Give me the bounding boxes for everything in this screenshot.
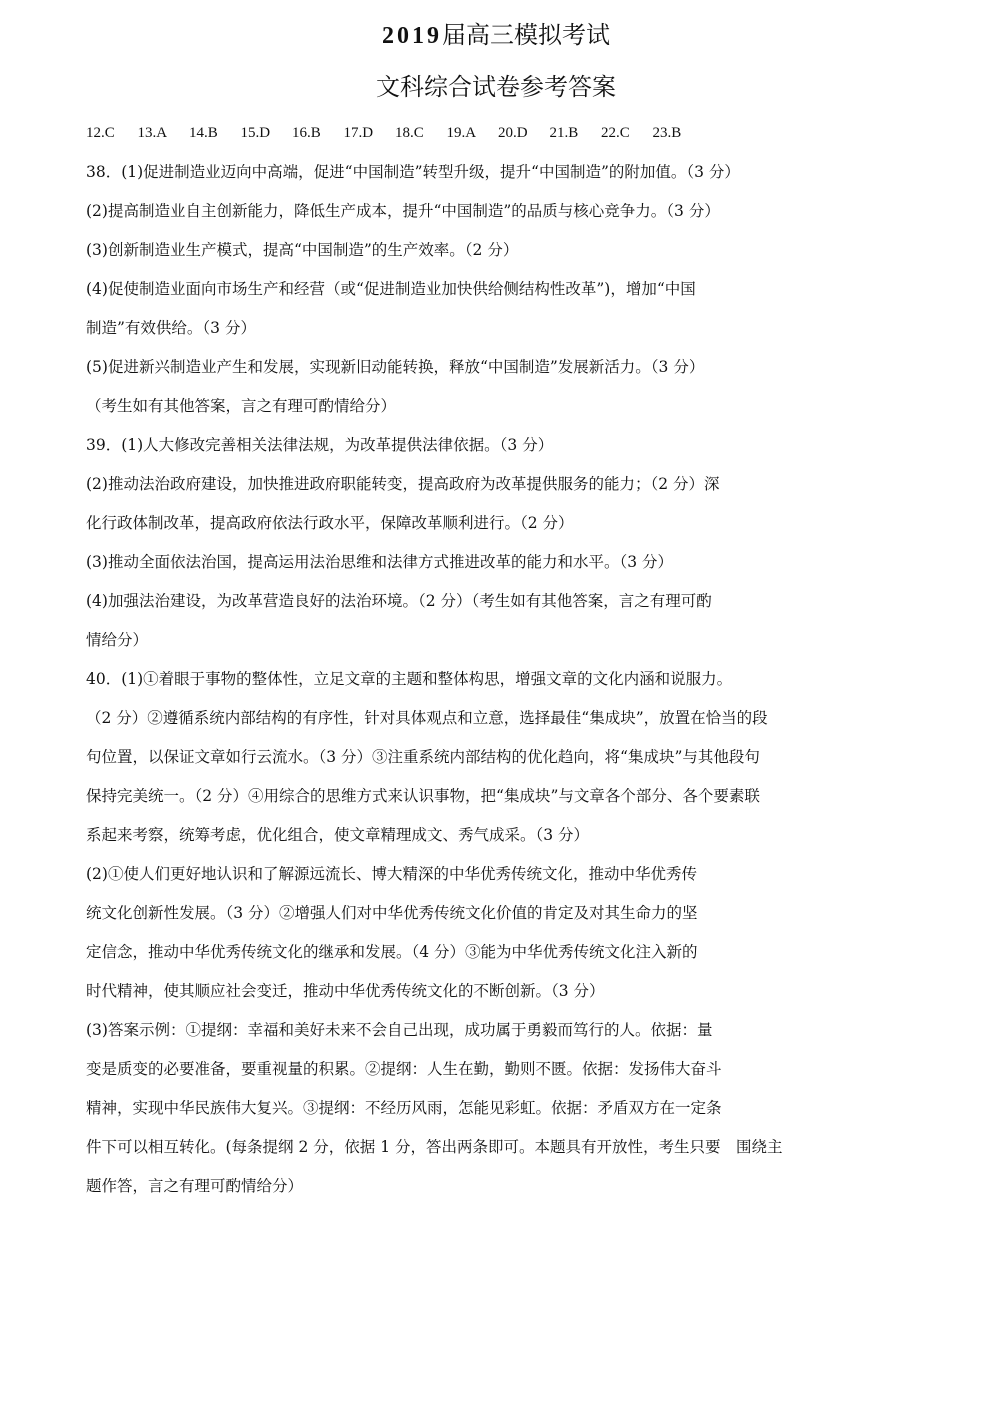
answer-line: (3)答案示例：①提纲：幸福和美好未来不会自己出现，成功属于勇毅而笃行的人。依据：量 <box>86 1021 713 1039</box>
answer-line: 情给分） <box>86 631 149 649</box>
answer-line: 句位置，以保证文章如行云流水。（3 分）③注重系统内部结构的优化趋向，将“集成块”与其他段句 <box>86 748 760 766</box>
title-text: 届高三模拟考试 <box>442 21 610 49</box>
multiple-choice-answers <box>86 119 886 158</box>
page-subtitle: 文科综合试卷参考答案 <box>376 73 616 101</box>
answer-line: 统文化创新性发展。（3 分）②增强人们对中华优秀传统文化价值的肯定及对其生命力的坚 <box>86 904 698 922</box>
mc-answer: 14.B <box>189 125 218 141</box>
answer-line: 40．(1)①着眼于事物的整体性，立足文章的主题和整体构思，增强文章的文化内涵和说服力。 <box>86 670 733 688</box>
answer-line: 化行政体制改革，提高政府依法行政水平，保障改革顺利进行。（2 分） <box>86 514 574 532</box>
answer-line: 时代精神，使其顺应社会变迁，推动中华优秀传统文化的不断创新。（3 分） <box>86 982 605 1000</box>
answer-line: (3)推动全面依法治国，提高运用法治思维和法律方式推进改革的能力和水平。（3 分） <box>86 553 673 571</box>
answer-line: (4)加强法治建设，为改革营造良好的法治环境。（2 分）（考生如有其他答案，言之有理可酌 <box>86 592 712 610</box>
answer-line: （考生如有其他答案，言之有理可酌情给分） <box>86 397 397 415</box>
answer-line: (2)提高制造业自主创新能力，降低生产成本，提升“中国制造”的品质与核心竞争力。（3 分） <box>86 202 720 220</box>
answer-line: (5)促进新兴制造业产生和发展，实现新旧动能转换，释放“中国制造”发展新活力。（3 分） <box>86 358 705 376</box>
title-year: 2019 <box>382 23 442 49</box>
mc-answer: 15.D <box>240 125 271 141</box>
answer-line: （2 分）②遵循系统内部结构的有序性，针对具体观点和立意，选择最佳“集成块”，放置在恰当的段 <box>86 709 768 727</box>
mc-answer: 21.B <box>549 125 579 141</box>
answer-line: 系起来考察，统筹考虑，优化组合，使文章精理成文、秀气成采。（3 分） <box>86 826 590 844</box>
mc-answer: 13.A <box>137 125 168 141</box>
answer-line: 题作答，言之有理可酌情给分） <box>86 1177 304 1195</box>
answer-line: (2)①使人们更好地认识和了解源远流长、博大精深的中华优秀传统文化，推动中华优秀传 <box>86 865 697 883</box>
answer-line: 变是质变的必要准备，要重视量的积累。②提纲：人生在勤，勤则不匮。依据：发扬伟大奋斗 <box>86 1060 722 1078</box>
mc-answer: 19.A <box>446 125 477 141</box>
answer-line: (4)促使制造业面向市场生产和经营（或“促进制造业加快供给侧结构性改革”)，增加“中国 <box>86 280 696 298</box>
answer-line: 件下可以相互转化。(每条提纲 2 分，依据 1 分，答出两条即可。本题具有开放性，考生只要 围绕主 <box>86 1138 783 1156</box>
answer-line: 制造”有效供给。（3 分） <box>86 319 256 337</box>
answer-line: (2)推动法治政府建设，加快推进政府职能转变，提高政府为改革提供服务的能力；（2 分）深 <box>86 475 720 493</box>
answer-line: 定信念，推动中华优秀传统文化的继承和发展。（4 分）③能为中华优秀传统文化注入新的 <box>86 943 698 961</box>
mc-answer: 16.B <box>292 125 321 141</box>
answer-line: 39．(1)人大修改完善相关法律法规，为改革提供法律依据。（3 分） <box>86 436 554 454</box>
answer-line: 38．(1)促进制造业迈向中高端，促进“中国制造”转型升级，提升“中国制造”的附加值。（3 分） <box>86 163 740 181</box>
mc-answer: 12.C <box>86 125 115 141</box>
mc-answer: 17.D <box>343 125 374 141</box>
mc-answer: 23.B <box>652 125 682 141</box>
answer-line: 精神，实现中华民族伟大复兴。③提纲：不经历风雨，怎能见彩虹。依据：矛盾双方在一定条 <box>86 1099 722 1117</box>
mc-answer: 18.C <box>395 125 424 141</box>
answer-line: 保持完美统一。（2 分）④用综合的思维方式来认识事物，把“集成块”与文章各个部分、各个要素联 <box>86 787 760 805</box>
answer-content <box>86 119 886 1211</box>
mc-answer: 22.C <box>601 125 630 141</box>
page-title <box>0 20 992 51</box>
answer-line: (3)创新制造业生产模式，提高“中国制造”的生产效率。（2 分） <box>86 241 519 259</box>
mc-answer: 20.D <box>498 125 528 141</box>
